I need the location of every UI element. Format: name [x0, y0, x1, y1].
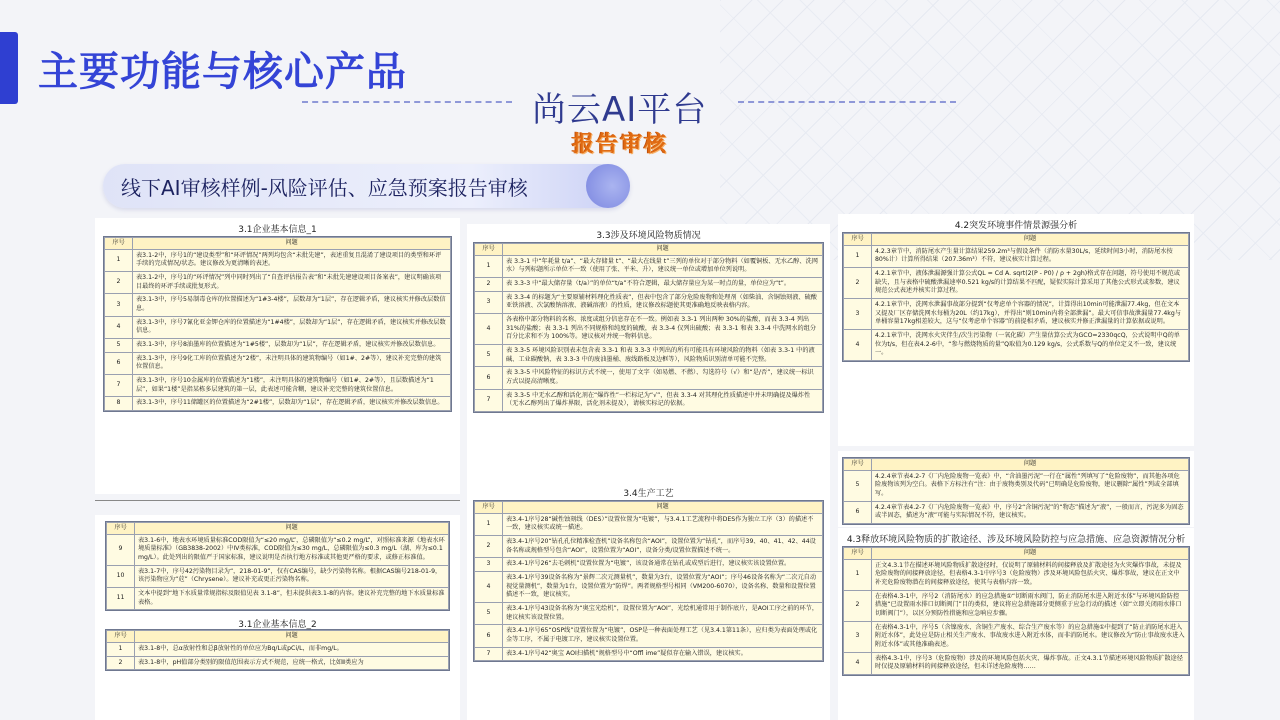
table-row: [844, 501, 1189, 523]
row-number: 2: [844, 590, 872, 621]
issues-table: [106, 630, 449, 670]
row-issue-text: 表3.1-3中，序号11储罐区的位置描述为“2#1楼”，层数却为“1层”，存在逻辑矛盾，建议核实并修改层数信息。: [133, 397, 451, 411]
row-issue-text: 在表格4.3-1中，序号2（消防尾水）的应急措施①“切断雨水阀门，防止消防尾水进入附近水体”与环境风险防控措施“已设置雨水排口切断阀门”目的类似，建议将应急措施部分更侧重于应急行动的描述（如“立即关闭雨水排口切断阀门”），以区分预防性措施和应急响应步骤。: [872, 590, 1189, 621]
col-header-issue: 问题: [135, 523, 449, 535]
table-row: [475, 603, 823, 625]
row-issue-text: 表3.1-3中，序号7氰化亚金钾仓库的位置描述为“1#4楼”，层数却为“1层”，存在逻辑矛盾，建议核实并修改层数信息。: [133, 316, 451, 338]
table-row: [105, 249, 451, 271]
table-row: [105, 375, 451, 397]
panel-company-info-1: [95, 218, 460, 494]
row-number: 6: [475, 625, 503, 647]
panel-title: 4.3释放环境风险物质的扩散途径、涉及环境风险防控与应急措施、应急资源情况分析: [846, 535, 1186, 545]
row-number: 4: [844, 330, 872, 361]
issues-table: [104, 237, 451, 411]
row-issue-text: 表3.1-7中，序号42污染物目录为“，218-01-9”，仅有CAS编号，缺少污染物名称。根据CAS编号218-01-9，该污染物应为“苊”（Chrysene）。建议补充或更正污染物名称。: [135, 565, 449, 587]
row-issue-text: 4.2.4章节表4.2-7《厂内危险废物一览表》中，“含油墨污泥”一行在“属性”列填写了“危险废物”，而其他各项危险废物该列为空白。表格下方标注有“注：由于废物类别及代码”已明确是危险废物，建议删除“属性”列或全部填写。: [872, 470, 1189, 501]
row-number: 5: [105, 339, 133, 353]
row-issue-text: 4.2.4章节表4.2-7《厂内危险废物一览表》中，序号2“含铜污泥”的“物态”描述为“液”，一般而言，污泥多为固态或半固态，描述为“液”可能与实际情况不符，建议核实。: [872, 501, 1189, 523]
table-row: [844, 621, 1189, 652]
table-row: [105, 294, 451, 316]
panel-title: 4.2突发环境事件情景源强分析: [954, 221, 1078, 231]
panel-title: 3.4生产工艺: [623, 489, 674, 499]
section-label: 线下AI审核样例-风险评估、应急预案报告审核: [121, 175, 528, 200]
table-row: [475, 314, 823, 345]
col-header-no: 序号: [475, 502, 503, 514]
issues-table: [843, 458, 1189, 524]
title-accent-bar: [0, 32, 18, 104]
panel-risk-substances: [467, 224, 830, 482]
page-title: 主要功能与核心产品: [38, 49, 407, 95]
col-header-issue: 问题: [872, 234, 1189, 246]
table-row: [844, 559, 1189, 590]
row-number: 6: [105, 352, 133, 374]
col-header-no: 序号: [844, 234, 872, 246]
row-number: 5: [475, 603, 503, 625]
row-issue-text: 表3.1-8中，总α放射性和总β放射性的单位应为Bq/L或pCi/L，而非mg/L。: [135, 643, 449, 657]
table-row: [844, 330, 1189, 361]
table-row: [107, 643, 449, 657]
panel-title: 3.3涉及环境风险物质情况: [596, 231, 701, 241]
table-row: [475, 291, 823, 313]
row-number: 5: [475, 345, 503, 367]
divider-right: [738, 101, 956, 103]
row-issue-text: 各表格中部分物料的名称、浓度或组分信息存在不一致。例如表 3.3-1 列出两种 30%的盐酸，而表 3.3-4 列出 31%的盐酸；表 3.3-1 列出不同规格和纯度的硫酸，表 3.3-4 仅列出硫酸；表 3.3-1 和表 3.3-4 中洗网水的组分百分比求和不为 100%等。建议核对并统一物料信息。: [503, 314, 823, 345]
row-number: 3: [844, 621, 872, 652]
panel-production-process: [467, 482, 830, 720]
col-header-issue: 问题: [133, 238, 451, 250]
row-number: 2: [475, 536, 503, 558]
table-row: [844, 268, 1189, 299]
table-row: [844, 590, 1189, 621]
section-label-pill: [103, 164, 630, 208]
table-row: [475, 647, 823, 661]
row-issue-text: 表3.1-2中，序号1的“建设类型”和“环评情况”两列均包含“未批先建”，表述重复且混淆了建设项目的类型和环评手续的完成情况/状态。建议修改为更清晰的表述。: [133, 249, 451, 271]
col-header-no: 序号: [107, 523, 135, 535]
table-row: [844, 470, 1189, 501]
row-number: 2: [105, 272, 133, 294]
row-issue-text: 表3.1-8中，pH值部分类别的限值范围表示方式不规范，应统一格式，比如Ⅱ类应为: [135, 656, 449, 670]
table-row: [107, 534, 449, 565]
col-header-issue: 问题: [872, 459, 1189, 471]
pill-decoration: [586, 164, 630, 208]
row-number: 4: [844, 652, 872, 674]
table-row: [475, 625, 823, 647]
table-row: [475, 278, 823, 292]
table-row: [475, 536, 823, 558]
panel-diffusion-measures: [838, 528, 1194, 720]
row-number: 6: [475, 367, 503, 389]
col-header-no: 序号: [107, 631, 135, 643]
panel-subtitle: 3.1企业基本信息_2: [238, 620, 317, 631]
issues-table: [843, 547, 1189, 675]
row-issue-text: 4.2.1章节中，液体泄漏源强计算公式QL = Cd A. sqrt(2(P - P0) / ρ + 2gh)格式存在问题，符号使用不规范或缺失，且与表格中硫酸泄漏速率0.521 kg/s的计算结果不匹配，疑似实际计算采用了其他公式形式或参数，建议规范公式表述并核实计算过程。: [872, 268, 1189, 299]
row-number: 4: [475, 572, 503, 603]
divider-left: [302, 101, 512, 103]
row-number: 2: [107, 656, 135, 670]
row-issue-text: 文本中提到“地下水质量常规指标及限值见表 3.1-8”，但未提供表3.1-8的内容。建议补充完整的地下水质量标准表格。: [135, 588, 449, 610]
row-issue-text: 表 3.3-5 中无水乙醇和活化剂在“爆炸性”一栏标记为“√”，但表 3.3-4 对其理化性质描述中并未明确提及爆炸性（无水乙醇列出了爆炸界限，活化剂未提及），请核实标记的依据。: [503, 389, 823, 411]
table-row: [105, 272, 451, 294]
row-issue-text: 表 3.3-3 中“最大储存量（t/a）”的单位“t/a”不符合逻辑，最大储存量应为某一时点的量，单位应为“t”。: [503, 278, 823, 292]
table-row: [107, 656, 449, 670]
panel-scenario-analysis-cont: [838, 451, 1194, 527]
issues-table: [474, 243, 823, 412]
table-row: [844, 245, 1189, 267]
row-number: 1: [105, 249, 133, 271]
row-issue-text: 表 3.3-5 环境风险识别表未包含表 3.3-1 和表 3.3-3 中列出的所有可能具有环境风险的物料（如表 3.3-1 中的液碱、工业碳酸钠，表 3.3-3 中的废油墨桶、废线路板及边框等），风险物质识别清单可能不完整。: [503, 345, 823, 367]
row-number: 4: [475, 314, 503, 345]
row-number: 5: [844, 470, 872, 501]
table-row: [475, 367, 823, 389]
row-number: 2: [844, 268, 872, 299]
row-number: 2: [475, 278, 503, 292]
issues-table: [474, 501, 823, 661]
panel-scenario-analysis: [838, 214, 1194, 446]
col-header-no: 序号: [844, 459, 872, 471]
row-number: 7: [105, 375, 133, 397]
row-issue-text: 表3.1-3中，序号9化工库的位置描述为“2楼”，未注明具体的建筑物编号（如1#、2#等），建议补充完整的建筑位置信息。: [133, 352, 451, 374]
row-number: 1: [844, 559, 872, 590]
row-number: 3: [475, 291, 503, 313]
col-header-no: 序号: [475, 244, 503, 256]
table-row: [475, 558, 823, 572]
table-row: [844, 299, 1189, 330]
row-number: 3: [844, 299, 872, 330]
row-issue-text: 在表格4.3-1中，序号5（含镍废水、含铜生产废水、综合生产废水等）的应急措施①中提到了“防止消防尾水进入附近水体”，此处应是防止相关生产废水、事故废水进入附近水体，而非消防尾水。建议修改为“防止事故废水进入附近水体”或其他准确表述。: [872, 621, 1189, 652]
col-header-issue: 问题: [135, 631, 449, 643]
panel-separator: [95, 500, 460, 501]
row-number: 3: [475, 558, 503, 572]
table-row: [475, 255, 823, 277]
row-issue-text: 表3.4-1序号26“去毛刺机”设置位置为“电镀”，该设备通常在钻孔或成型后进行，建议核实该设置位置。: [503, 558, 823, 572]
col-header-issue: 问题: [872, 548, 1189, 560]
row-number: 7: [475, 647, 503, 661]
row-number: 7: [475, 389, 503, 411]
row-issue-text: 表3.4-1序号42“奥宝 AOI扫描机”规格型号中“Offl ime”疑似存在输入错误，建议核实。: [503, 647, 823, 661]
row-issue-text: 正文4.3.1节在描述环境风险物质扩散途径时，仅说明了原辅材料的间接释放及扩散途径为火灾爆炸事故，未提及危险废物的间接释放途径，但表格4.3-1中序号3（危险废物）涉及环境风险包括火灾、爆炸事故，建议在正文中补充危险废物潜在的间接释放途径，使其与表格内容一致。: [872, 559, 1189, 590]
panel-company-info-2: [95, 515, 460, 720]
row-number: 1: [475, 513, 503, 535]
row-issue-text: 表3.4-1序号39设备名称为“景辉二次元测量机”，数量为3台，设置位置为“AOI”；序号46设备名称为“二次元自动视觉量测机”，数量为1台，设置位置为“防焊”。两者规格型号相同（VM200-6070），设备名称、数量和设置位置描述不一致，建议核实。: [503, 572, 823, 603]
row-issue-text: 表3.4-1序号20“钻孔孔位精准检查机”设备名称包含“AOI”，设置位置为“钻孔”，而序号39、40、41、42、44设备名称或规格型号包含“AOI”，设置位置为“AOI”，设备分类/设置位置描述不统一。: [503, 536, 823, 558]
row-number: 3: [105, 294, 133, 316]
col-header-issue: 问题: [503, 244, 823, 256]
table-row: [105, 316, 451, 338]
row-issue-text: 表 3.3-4 的标题为“主要原辅材料理化性质表”，但表中包含了部分危险废物和处理剂（如柴油、含铜蚀刻液、硫酸亚铁溶液、次氯酸钠溶液、液碱溶液）的性质，建议修改标题使其更准确地反映表格内容。: [503, 291, 823, 313]
row-number: 9: [107, 534, 135, 565]
table-row: [105, 352, 451, 374]
row-issue-text: 表3.1-3中，序号5易制毒仓库的位置描述为“1#3-4楼”，层数却为“1层”，存在逻辑矛盾，建议核实并修改层数信息。: [133, 294, 451, 316]
row-number: 4: [105, 316, 133, 338]
table-row: [107, 565, 449, 587]
table-row: [475, 345, 823, 367]
row-issue-text: 4.2.1章节中，洗网水泄漏事故部分提到“仅考虑单个容器的情况”，计算得出10min可能泄漏77.4kg，但在文本又提及厂区存储洗网水每桶为20L（约17kg），并得出“则10min内将全部泄漏”。最大可信事故泄漏量77.4kg与单桶容量17kg相差较大，这与“仅考虑单个容器”的前提相矛盾，建议核实并修正泄漏量的计算依据或说明。: [872, 299, 1189, 330]
row-issue-text: 表3.1-2中，序号1的“环评情况”列中同时列出了“自查评估报告表”和“未批先建建设项目备案表”，建议明确该项目最终的环评手续或批复形式。: [133, 272, 451, 294]
col-header-no: 序号: [844, 548, 872, 560]
table-row: [107, 588, 449, 610]
issues-table: [843, 233, 1189, 361]
table-row: [475, 572, 823, 603]
panel-title: 3.1企业基本信息_1: [238, 225, 317, 235]
issues-table: [106, 522, 449, 610]
row-number: 10: [107, 565, 135, 587]
row-number: 8: [105, 397, 133, 411]
row-issue-text: 表格4.3-1中，序号3（危险废物）涉及的环境风险包括火灾、爆炸事故。正文4.3.1节描述环境风险物质扩散途径时仅提及原辅材料的间接释放途径，但未详述危险废物……: [872, 652, 1189, 674]
report-review-tag: 报告审核: [572, 132, 669, 157]
platform-name: 尚云AI平台: [532, 90, 708, 130]
row-issue-text: 表3.4-1序号65“OSP线”设置位置为“电镀”，OSP是一种表面处理工艺（见3.4.1第11条），应归类为表面处理或化金等工序，不属于电镀工序，建议核实设置位置。: [503, 625, 823, 647]
row-issue-text: 表3.1-3中，序号10金属库的位置描述为“1楼”，未注明具体的建筑物编号（如1#、2#等），且层数描述为“1层”，如果“1楼”是指某栋多层建筑的第一层，此表述可能含糊，建议补充完整的建筑位置信息。: [133, 375, 451, 397]
row-number: 1: [844, 245, 872, 267]
row-number: 1: [107, 643, 135, 657]
row-issue-text: 表3.1-6中，地表水环境质量标准COD限值为“≤20 mg/L”，总磷限值为“≤0.2 mg/L”，对照标准来源《地表水环境质量标准》（GB3838-2002）中IV类标准，COD限值为≤30 mg/L，总磷限值为≤0.3 mg/L（湖、库为≤0.1 mg/L）。此处列出的限值严于国家标准，建议说明是否执行地方标准或其他更严格的要求，或修正标准值。: [135, 534, 449, 565]
row-issue-text: 表3.4-1序号43设备名称为“奥宝光绘机”，设置位置为“AOI”，光绘机通常用于制作底片，是AOI工序之前的环节，建议核实该设置位置。: [503, 603, 823, 625]
row-number: 1: [475, 255, 503, 277]
table-row: [475, 389, 823, 411]
row-issue-text: 表3.1-3中，序号8油墨库的位置描述为“1#5楼”，层数却为“1层”，存在逻辑矛盾，建议核实并修改层数信息。: [133, 339, 451, 353]
row-issue-text: 表3.4-1序号28“碱性蚀刻线（DES）”设置位置为“电镀”，与3.4.1工艺流程中将DES作为独立工序（3）的描述不一致，建议核实或统一描述。: [503, 513, 823, 535]
row-issue-text: 表 3.3-1 中“年耗量 t/a”、“最大存储量 t”、“最大在线量 t”三列的单位对于部分物料（如覆铜板、无水乙醇、洗网水）与列标题所示单位不一致（使用了张、平米、升），建议统一单位或增加单位列说明。: [503, 255, 823, 277]
col-header-no: 序号: [105, 238, 133, 250]
row-number: 11: [107, 588, 135, 610]
row-issue-text: 表 3.3-5 中风险特征的标识方式不统一，使用了文字（如易燃、不燃）、勾选符号（√）和“是/否”，建议统一标识方式以提高清晰度。: [503, 367, 823, 389]
col-header-issue: 问题: [503, 502, 823, 514]
row-number: 6: [844, 501, 872, 523]
row-issue-text: 4.2.3章节中，消防尾水产生量计算结果259.2m³与假设条件（消防水量30L/s，延续时间3小时，消防尾水按80%计）计算所得结果（207.36m³）不符，建议核实计算过程。: [872, 245, 1189, 267]
table-row: [105, 397, 451, 411]
table-row: [475, 513, 823, 535]
table-row: [844, 652, 1189, 674]
table-row: [105, 339, 451, 353]
row-issue-text: 4.2.1章节中，洗网水火灾伴生/次生污染物（一氧化碳）产生量估算公式为GCO=2330qcQ，公式说明中Q的单位为t/s，但在表4.2-6中，“参与燃烧物质的量”Q取值为0.129 kg/s，公式系数与Q的单位定义不一致，建议统一。: [872, 330, 1189, 361]
